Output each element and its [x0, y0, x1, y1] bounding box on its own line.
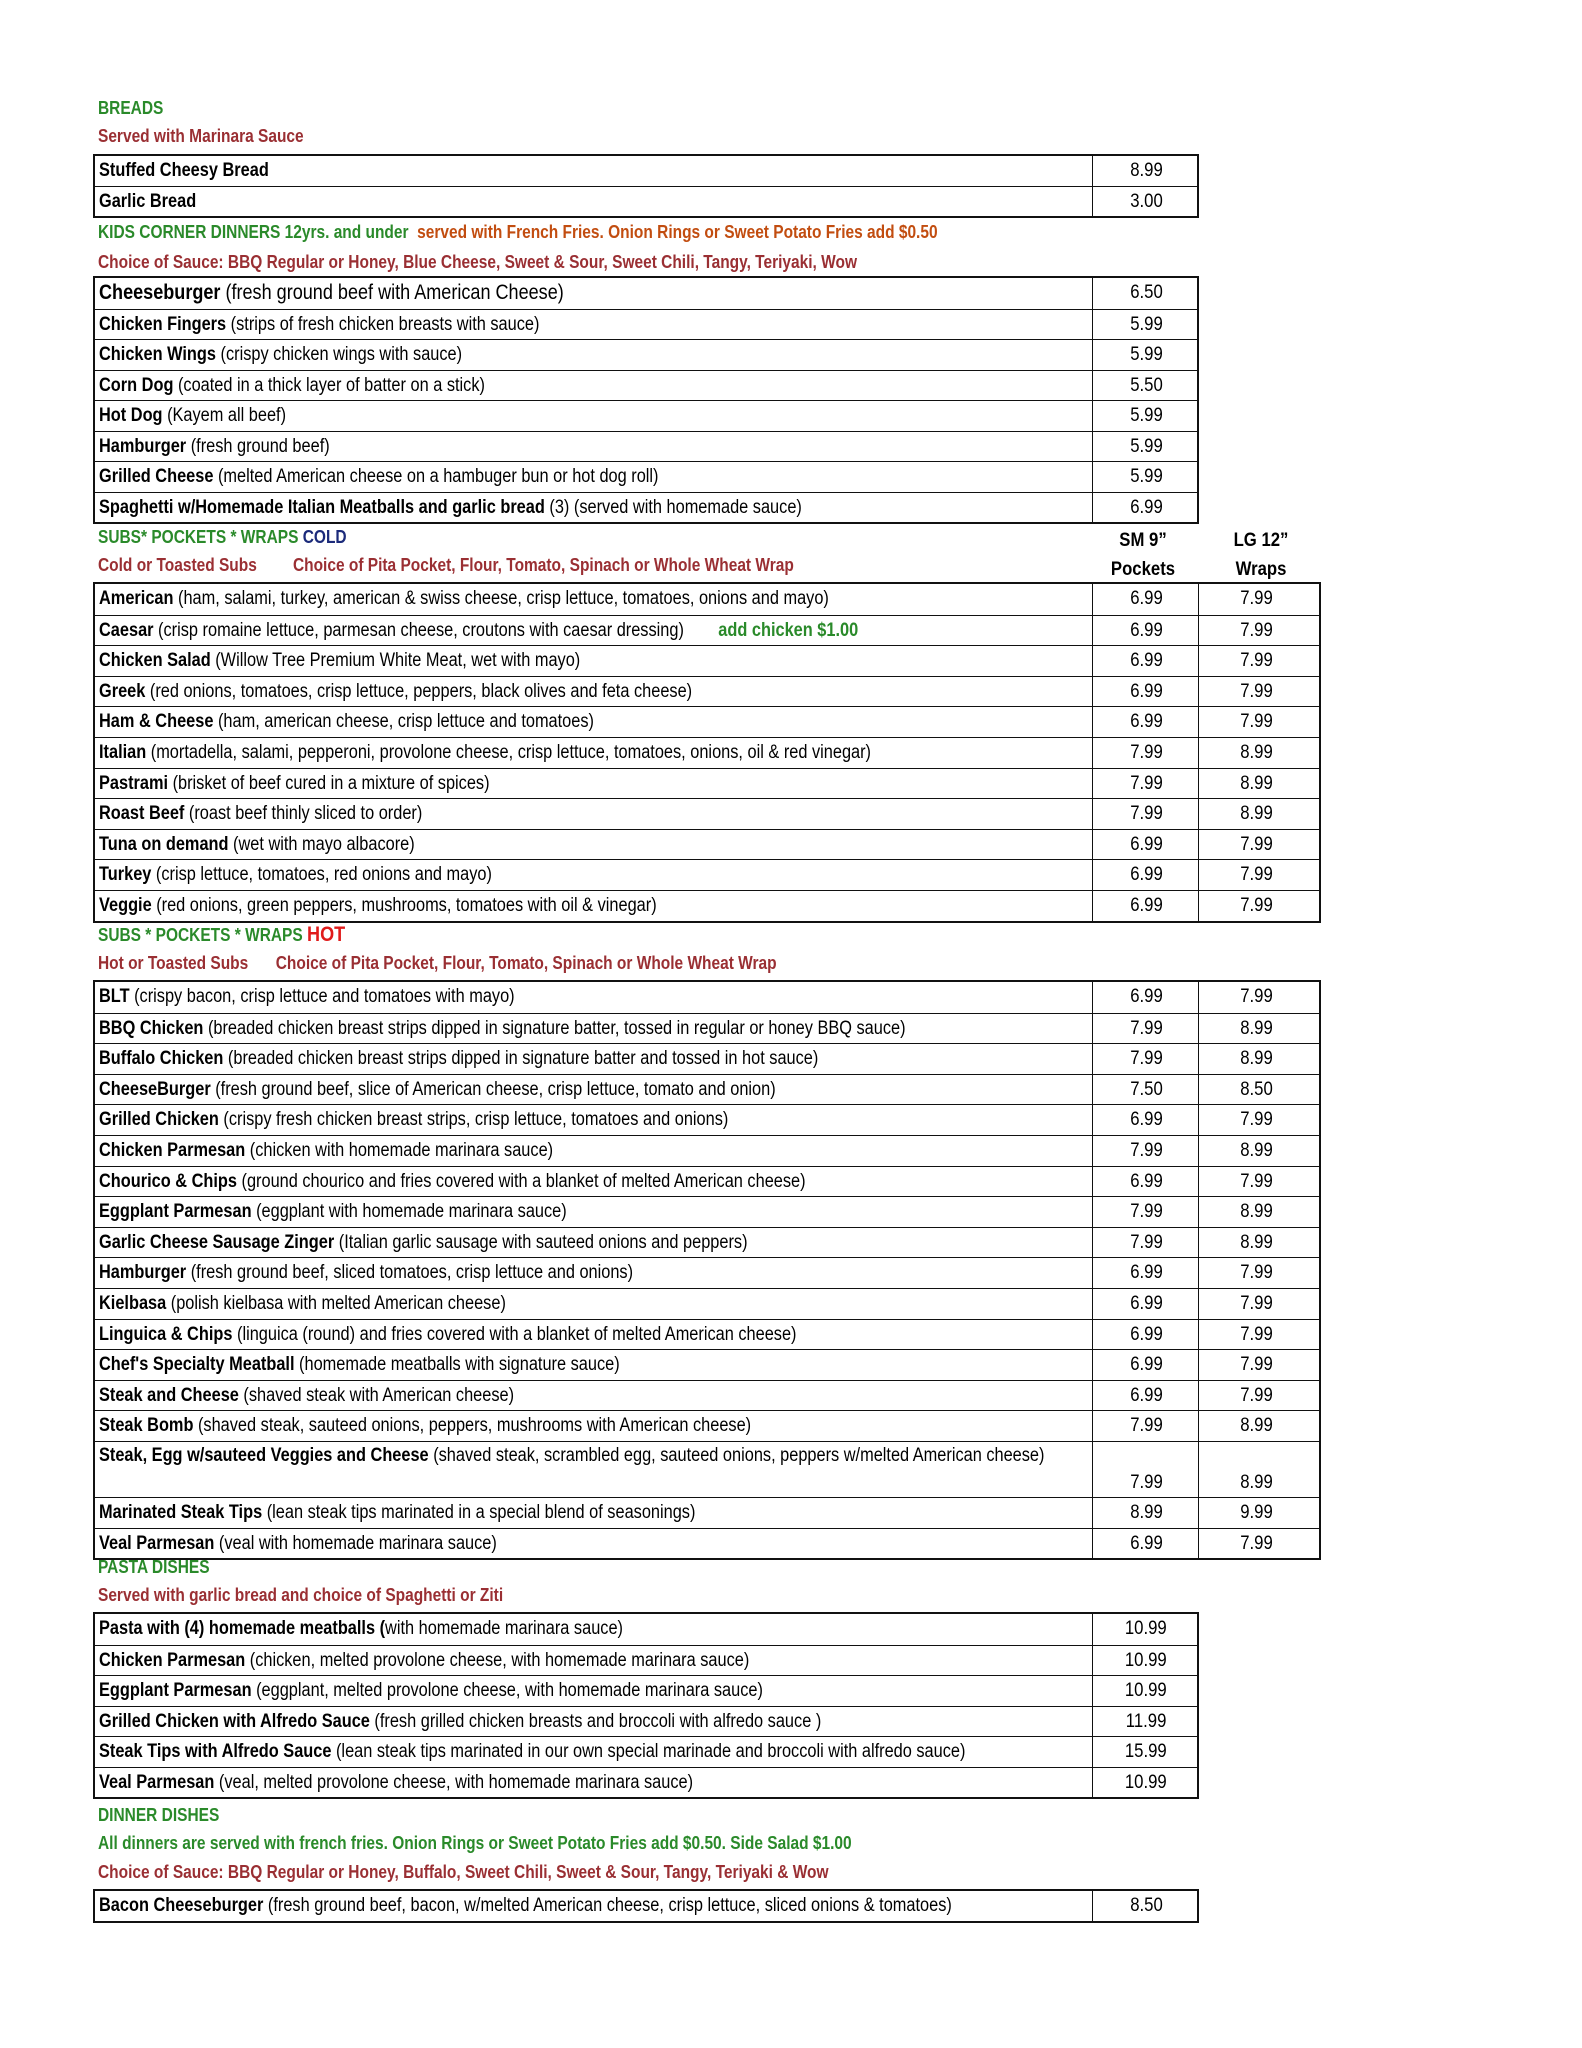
item-price-lg: 7.99 — [1198, 1529, 1313, 1559]
kids-title: KIDS CORNER DINNERS 12yrs. and under served with French Fries. Onion Rings or Sweet Potato Fries add $0.50 — [98, 222, 938, 242]
subs-cold-subtitle: Cold or Toasted Subs Choice of Pita Pocket, Flour, Tomato, Spinach or Whole Wheat Wrap — [98, 555, 794, 575]
item-price: 5.99 — [1092, 310, 1199, 340]
item-description: Chourico & Chips (ground chourico and fries covered with a blanket of melted American cheese) — [99, 1170, 806, 1192]
item-price-lg: 7.99 — [1198, 584, 1313, 615]
table-row — [95, 1380, 1319, 1411]
item-price-lg: 7.99 — [1198, 1289, 1313, 1319]
item-description: Cheeseburger (fresh ground beef with American Cheese) — [99, 281, 564, 304]
item-price-sm: 6.99 — [1092, 707, 1199, 737]
item-price-sm: 7.99 — [1092, 738, 1199, 768]
item-price-lg: 8.99 — [1198, 1197, 1313, 1227]
table-row — [95, 186, 1197, 216]
table-row — [95, 798, 1319, 829]
item-price: 10.99 — [1092, 1676, 1199, 1706]
item-description: Hamburger (fresh ground beef, sliced tomatoes, crisp lettuce and onions) — [99, 1262, 634, 1284]
item-description: Veggie (red onions, green peppers, mushrooms, tomatoes with oil & vinegar) — [99, 894, 657, 916]
item-price-sm: 7.99 — [1092, 1228, 1199, 1258]
item-price-lg: 8.99 — [1198, 1136, 1313, 1166]
item-price-sm: 6.99 — [1092, 1105, 1199, 1135]
item-description: Linguica & Chips (linguica (round) and fries covered with a blanket of melted American cheese) — [99, 1323, 797, 1345]
item-description: Pasta with (4) homemade meatballs (with homemade marinara sauce) — [99, 1618, 623, 1639]
item-price-lg: 7.99 — [1198, 891, 1313, 921]
item-price-sm: 6.99 — [1092, 891, 1199, 921]
item-description: Grilled Chicken (crispy fresh chicken breast strips, crisp lettuce, tomatoes and onions) — [99, 1109, 729, 1131]
table-row — [95, 1013, 1319, 1044]
item-price-sm: 6.99 — [1092, 677, 1199, 707]
item-price: 10.99 — [1092, 1646, 1199, 1676]
item-price-lg: 7.99 — [1198, 1350, 1313, 1380]
item-price-lg: 7.99 — [1198, 830, 1313, 860]
table-row — [95, 1319, 1319, 1350]
col-header-sm-pockets: SM 9” Pockets — [1110, 530, 1176, 580]
table-row — [95, 1528, 1319, 1559]
table-row — [95, 1675, 1197, 1706]
item-price-lg: 9.99 — [1198, 1498, 1313, 1528]
item-price: 6.50 — [1092, 278, 1199, 309]
table-row — [95, 278, 1197, 309]
item-price-sm: 6.99 — [1092, 616, 1199, 646]
subs-hot-table — [93, 980, 1321, 1560]
item-description: BBQ Chicken (breaded chicken breast strips dipped in signature batter, tossed in regular or honey BBQ sauce) — [99, 1017, 906, 1039]
table-row — [95, 1135, 1319, 1166]
item-price-lg: 8.99 — [1198, 769, 1313, 799]
table-row — [95, 859, 1319, 890]
item-price-sm: 7.99 — [1092, 1014, 1199, 1044]
breads-table — [93, 154, 1199, 218]
item-price-lg: 7.99 — [1198, 860, 1313, 890]
item-description: BLT (crispy bacon, crisp lettuce and tomatoes with mayo) — [99, 986, 515, 1007]
item-description: Italian (mortadella, salami, pepperoni, provolone cheese, crisp lettuce, tomatoes, onions, oil & red vinegar) — [99, 741, 872, 763]
dinner-title: DINNER DISHES — [98, 1805, 220, 1825]
table-row — [95, 461, 1197, 492]
item-description: Steak Tips with Alfredo Sauce (lean steak tips marinated in our own special marinade and broccoli with alfredo sauce) — [99, 1741, 966, 1762]
item-price-lg: 7.99 — [1198, 1258, 1313, 1288]
item-description: Pastrami (brisket of beef cured in a mixture of spices) — [99, 772, 490, 794]
item-description: Steak Bomb (shaved steak, sauteed onions, peppers, mushrooms with American cheese) — [99, 1415, 752, 1437]
item-description: Stuffed Cheesy Bread — [99, 160, 269, 181]
table-row — [95, 1891, 1197, 1921]
breads-subtitle: Served with Marinara Sauce — [98, 126, 304, 146]
table-row — [95, 492, 1197, 523]
item-price-lg: 8.99 — [1198, 1228, 1313, 1258]
item-price-lg: 8.99 — [1198, 1044, 1313, 1074]
item-price-sm: 6.99 — [1092, 830, 1199, 860]
table-row — [95, 890, 1319, 921]
table-row — [95, 829, 1319, 860]
subs-hot-subtitle: Hot or Toasted Subs Choice of Pita Pocket, Flour, Tomato, Spinach or Whole Wheat Wrap — [98, 953, 777, 973]
table-row — [95, 706, 1319, 737]
item-price-lg: 7.99 — [1198, 982, 1313, 1013]
item-description: Kielbasa (polish kielbasa with melted American cheese) — [99, 1292, 506, 1314]
table-row — [95, 1497, 1319, 1528]
table-row — [95, 431, 1197, 462]
item-price-lg: 7.99 — [1198, 646, 1313, 676]
item-description: Turkey (crisp lettuce, tomatoes, red onions and mayo) — [99, 864, 492, 886]
item-description: Chicken Fingers (strips of fresh chicken breasts with sauce) — [99, 313, 540, 335]
item-price-lg: 8.99 — [1198, 1411, 1313, 1441]
table-row — [95, 1706, 1197, 1737]
table-row — [95, 1257, 1319, 1288]
item-description: Marinated Steak Tips (lean steak tips marinated in a special blend of seasonings) — [99, 1501, 696, 1523]
table-row — [95, 400, 1197, 431]
table-row — [95, 645, 1319, 676]
item-description: Greek (red onions, tomatoes, crisp lettuce, peppers, black olives and feta cheese) — [99, 680, 693, 702]
item-price-sm: 6.99 — [1092, 1289, 1199, 1319]
item-price-sm: 6.99 — [1092, 1381, 1199, 1411]
item-description: Veal Parmesan (veal with homemade marinara sauce) — [99, 1532, 497, 1554]
item-price-lg: 7.99 — [1198, 1105, 1313, 1135]
item-price-lg: 7.99 — [1198, 1381, 1313, 1411]
table-row — [95, 1410, 1319, 1441]
item-price-lg: 7.99 — [1198, 707, 1313, 737]
table-row — [95, 1196, 1319, 1227]
item-price: 10.99 — [1092, 1768, 1199, 1798]
item-description: Chicken Wings (crispy chicken wings with sauce) — [99, 344, 463, 365]
table-row — [95, 676, 1319, 707]
item-price-sm: 6.99 — [1092, 982, 1199, 1013]
table-row — [95, 1349, 1319, 1380]
table-row — [95, 1441, 1319, 1497]
table-row — [95, 1645, 1197, 1676]
item-price-sm: 6.99 — [1092, 1350, 1199, 1380]
item-description: Ham & Cheese (ham, american cheese, crisp lettuce and tomatoes) — [99, 711, 594, 733]
item-price: 11.99 — [1092, 1707, 1199, 1737]
item-price-lg: 7.99 — [1198, 1320, 1313, 1350]
table-row — [95, 1074, 1319, 1105]
pasta-title: PASTA DISHES — [98, 1557, 210, 1577]
item-description: Eggplant Parmesan (eggplant with homemade marinara sauce) — [99, 1201, 567, 1223]
item-price: 5.99 — [1092, 462, 1199, 492]
item-description: Spaghetti w/Homemade Italian Meatballs and garlic bread (3) (served with homemade sauce) — [99, 496, 802, 518]
item-description: Garlic Cheese Sausage Zinger (Italian garlic sausage with sauteed onions and peppers) — [99, 1231, 748, 1253]
item-description: Veal Parmesan (veal, melted provolone cheese, with homemade marinara sauce) — [99, 1771, 694, 1793]
table-row — [95, 737, 1319, 768]
item-description: Corn Dog (coated in a thick layer of batter on a stick) — [99, 374, 485, 396]
item-description: Eggplant Parmesan (eggplant, melted provolone cheese, with homemade marinara sauce) — [99, 1680, 763, 1701]
item-description: Steak, Egg w/sauteed Veggies and Cheese (shaved steak, scrambled egg, sauteed onions, peppers w/melted American cheese) — [99, 1444, 1045, 1466]
subs-hot-title: SUBS * POCKETS * WRAPS HOT — [98, 923, 346, 946]
item-price: 3.00 — [1092, 187, 1199, 216]
item-price-sm: 7.99 — [1092, 1044, 1199, 1074]
item-price-sm: 7.50 — [1092, 1075, 1199, 1105]
table-row — [95, 1166, 1319, 1197]
item-price-sm: 7.99 — [1092, 1136, 1199, 1166]
pasta-subtitle: Served with garlic bread and choice of Spaghetti or Ziti — [98, 1585, 504, 1605]
item-price-sm: 7.99 — [1092, 1411, 1199, 1441]
item-price-sm: 6.99 — [1092, 1167, 1199, 1197]
item-description: Grilled Chicken with Alfredo Sauce (fresh grilled chicken breasts and broccoli with alfredo sauce ) — [99, 1710, 822, 1732]
kids-table — [93, 276, 1199, 524]
item-price-lg: 7.99 — [1198, 1167, 1313, 1197]
item-price-sm: 6.99 — [1092, 860, 1199, 890]
table-row — [95, 1614, 1197, 1645]
dinner-note: All dinners are served with french fries. Onion Rings or Sweet Potato Fries add $0.50. Side Salad $1.00 — [98, 1833, 852, 1853]
table-row — [95, 1736, 1197, 1767]
item-price-sm: 7.99 — [1092, 1197, 1199, 1227]
item-price-sm: 6.99 — [1092, 1320, 1199, 1350]
item-price-lg: 8.99 — [1198, 799, 1313, 829]
item-description: Chicken Salad (Willow Tree Premium White Meat, wet with mayo) — [99, 650, 581, 672]
table-row — [95, 156, 1197, 186]
dinner-table — [93, 1889, 1199, 1923]
item-price-lg: 8.99 — [1198, 1442, 1313, 1497]
subs-cold-title: SUBS* POCKETS * WRAPS COLD — [98, 527, 347, 547]
item-price-sm: 6.99 — [1092, 584, 1199, 615]
item-price-sm: 8.99 — [1092, 1498, 1199, 1528]
item-description: Steak and Cheese (shaved steak with American cheese) — [99, 1384, 515, 1406]
item-description: Garlic Bread — [99, 191, 197, 212]
item-price: 15.99 — [1092, 1737, 1199, 1767]
item-description: Hot Dog (Kayem all beef) — [99, 405, 287, 426]
item-price-lg: 8.99 — [1198, 738, 1313, 768]
item-price-lg: 7.99 — [1198, 616, 1313, 646]
table-row — [95, 615, 1319, 646]
item-description: CheeseBurger (fresh ground beef, slice of American cheese, crisp lettuce, tomato and onion) — [99, 1078, 776, 1100]
table-row — [95, 1227, 1319, 1258]
item-price: 6.99 — [1092, 493, 1199, 523]
table-row — [95, 982, 1319, 1013]
item-price-lg: 8.99 — [1198, 1014, 1313, 1044]
item-price: 5.99 — [1092, 401, 1199, 431]
kids-sauce-note: Choice of Sauce: BBQ Regular or Honey, Blue Cheese, Sweet & Sour, Sweet Chili, Tangy, Teriyaki, Wow — [98, 252, 857, 272]
pasta-table — [93, 1612, 1199, 1799]
item-price: 5.99 — [1092, 340, 1199, 370]
item-price-sm: 7.99 — [1092, 769, 1199, 799]
item-price-lg: 8.50 — [1198, 1075, 1313, 1105]
add-chicken-note: add chicken $1.00 — [718, 619, 859, 641]
item-description: Bacon Cheeseburger (fresh ground beef, bacon, w/melted American cheese, crisp lettuce, sliced onions & tomatoes) — [99, 1895, 952, 1916]
item-price-sm: 6.99 — [1092, 1529, 1199, 1559]
table-row — [95, 1767, 1197, 1798]
item-description: Chef's Specialty Meatball (homemade meatballs with signature sauce) — [99, 1354, 620, 1376]
table-row — [95, 370, 1197, 401]
item-price-sm: 6.99 — [1092, 646, 1199, 676]
item-price: 8.99 — [1092, 156, 1199, 186]
item-description: Hamburger (fresh ground beef) — [99, 435, 330, 457]
item-description: Chicken Parmesan (chicken with homemade marinara sauce) — [99, 1139, 554, 1161]
item-description: Tuna on demand (wet with mayo albacore) — [99, 833, 415, 855]
item-description: Roast Beef (roast beef thinly sliced to order) — [99, 803, 423, 825]
item-price: 8.50 — [1092, 1891, 1199, 1921]
item-description: Buffalo Chicken (breaded chicken breast strips dipped in signature batter and tossed in hot sauce) — [99, 1048, 819, 1070]
item-price-sm: 7.99 — [1092, 1442, 1199, 1497]
subs-cold-table — [93, 582, 1321, 923]
table-row — [95, 1104, 1319, 1135]
item-price-lg: 7.99 — [1198, 677, 1313, 707]
col-header-lg-wraps: LG 12” Wraps — [1233, 530, 1289, 580]
table-row — [95, 768, 1319, 799]
table-row — [95, 339, 1197, 370]
item-description: American (ham, salami, turkey, american & swiss cheese, crisp lettuce, tomatoes, onions and mayo) — [99, 588, 829, 609]
table-row — [95, 309, 1197, 340]
table-row — [95, 584, 1319, 615]
item-price-sm: 6.99 — [1092, 1258, 1199, 1288]
item-price-sm: 7.99 — [1092, 799, 1199, 829]
table-row — [95, 1043, 1319, 1074]
item-description: Grilled Cheese (melted American cheese on a hambuger bun or hot dog roll) — [99, 466, 659, 487]
breads-title: BREADS — [98, 98, 164, 118]
item-price: 10.99 — [1092, 1614, 1199, 1645]
item-description: Chicken Parmesan (chicken, melted provolone cheese, with homemade marinara sauce) — [99, 1649, 750, 1671]
item-description: Caesar (crisp romaine lettuce, parmesan cheese, croutons with caesar dressing) add chicken $1.00 — [99, 619, 859, 641]
item-price: 5.99 — [1092, 432, 1199, 462]
dinner-sauce-note: Choice of Sauce: BBQ Regular or Honey, Buffalo, Sweet Chili, Sweet & Sour, Tangy, Teriyaki & Wow — [98, 1862, 829, 1882]
item-price: 5.50 — [1092, 371, 1199, 401]
table-row — [95, 1288, 1319, 1319]
